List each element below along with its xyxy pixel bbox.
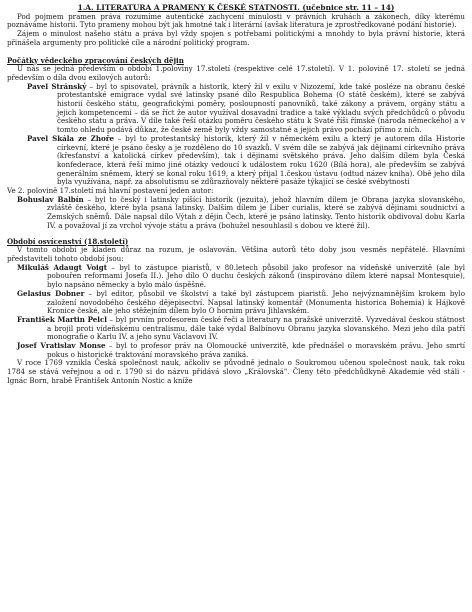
section2-lead: V tomto období je kladen důraz na rozum, je oslavován. Většina autorů této doby jsou vesměs nepřátelé. Hlavními představiteli tohoto období jsou:	[7, 245, 465, 263]
author-entry-stransky	[7, 83, 465, 135]
intro-text-1: Pod pojmem pramen práva rozumíme autentické zachycení minulosti v právních kruhách a zákonech, díky kterému poznáváme historii. Tyto prameny mohou být jak hmotné tak i literární (avšak literatura je zprostředkované podání historie).	[7, 11, 465, 30]
author-entry-skala	[7, 135, 465, 187]
intro-paragraph-2	[7, 30, 465, 47]
author-name: Bohuslav Balbín	[17, 194, 84, 204]
author-text: – byl to profesor práv na Olomoucké univerzitě, kde přednášel o moravském právu. Jeho smrtí pokus o historické traktování moravského práva zaniká.	[47, 341, 465, 359]
page-title: 1.A. LITERATURA A PRAMENY K ČESKÉ STATNOSTI. (učebnice str. 11 – 14)	[77, 3, 395, 12]
author-text: – byl to protestantský historik, který žil v německém exilu a který je autorem díla Historie církevní, které je psáno česky a je rozděleno do 10 svazků. V svém díle se zabývá jak dějinami církevního práva (křesťanství a katolická církev především), tak i dějinami světského práva. Jeho dalším dílem byla Česká konfederace, která řeší mimo jiné otázky vedoucí k událostem roku 1620 (Bílá hora), ale především se zabývá generálním sněmem, který se konal roku 1619, a který přijal 1.českou ústavu (odtud název kniha). Obě jeho díla byla využívána, např. za absolutismu se zdůrazňovaly některé pasáže týkající se české svébytnosti	[57, 133, 465, 187]
author-name: Pavel Skála ze Zhoře	[27, 133, 114, 143]
author-name: Mikuláš Adaugt Voigt	[17, 262, 107, 272]
author-name: Josef Vratislav Monse	[17, 341, 106, 351]
enlightenment-entry-voigt	[7, 264, 465, 290]
author-name: Gelasius Dobner	[17, 288, 85, 298]
author-text: – byl to zástupce piaristů, v 80.letech působil jako profesor na vídeňské univerzitě (ale byl pobouřen reformami Josefa II.). Jeho dílo O duchu českých zákonů (inspirováno dílem které napsal Montesquie), bylo napsáno německy a bylo málo úspěšné.	[47, 262, 465, 290]
intro-text-2: Zájem o minulost našeho státu a práva byl vždy spojen s potřebami politickými a mnohdy to byla právní historie, která přinášela argumenty pro politické cíle a národní politický program.	[7, 29, 465, 47]
section-heading-enlightenment: Období osvícenství (18.století)	[7, 236, 129, 246]
author-name: František Martin Pelcl	[17, 314, 107, 324]
author-text: – byl to spisovatel, právník a historik, který žil v exilu v Nizozemí, kde také posléze na obranu české protestantské emigrace vydal své latinsky psané dílo Respublica Bohema (O státě českém), které se zabývá historií českého státu, geografickými poměry, posloupností panovníků, také zákony a právem, orgány státu a jejich kompetencemi – dá se říct že autor využíval dosavadní tradice a také výkladu svých předchůdců o původu českého státu a práva. V díle také řeší otázku poměru českého státu k Svaté říši římské (národa německého) a v tomto ohledu podává důkaz, že české země byly vždy samostatné a jejich právo pochází přímo z nich.	[57, 81, 465, 135]
author-text: – byl prvním profesorem české řeči a literatury na pražské univerzitě. Vyzvedával českou státnost a brojil proti vídeňskému centralismu, dále také vydal Balbínovu Obranu jazyka slovanského. Mezi jeho díla patří monografie o Karlu IV. a jeho synu Václavovi IV.	[47, 314, 466, 342]
author-text: – byl editor, působil ve školství a také byl zástupcem piaristů. Jeho nejvýznamnějším krokem bylo založení novodobého českého dějepisectví. Napsal latinský komentář (Monumenta historica Bohemia) k Hájkově Kronice české, ale jeho stěžejním dílem bylo O hornim právu Jihlavském.	[47, 288, 465, 316]
enlightenment-entry-monse	[7, 342, 465, 359]
enlightenment-entry-pelcl	[7, 316, 465, 342]
section1-lead: U nás se jedná především o období 1.poloviny 17.století (respektive celé 17.století). V 1. polovině 17. století se jedná především o díla dvou exilových autorů:	[7, 64, 465, 82]
section-heading-early-history: Počátky vědeckého zpracování českých dějin	[7, 55, 184, 65]
section2-closing: V roce 1769 vznikla Česká společnost nauk, ačkoliv se původně jednalo o Soukromou učenou společnost nauk, tak roku 1784 se stává veřejnou a od r. 1790 si do názvu přidává slovo „Královská". Členy této předchůdkyně Akademie věd stáli - Ignác Born, hrabě František Antonín Nostic a kníže	[7, 358, 465, 385]
author-text: – byl to český i latinsky píšící historik (jezuita), jehož hlavním dílem je Obrana jazyka slovanského, zvláště českého, které byla psaná latinsky. Dalším dílem je Liber curialis, které se zabývá dějinami soudnictví a Zemských sněmů. Dále napsal dílo Výtah z dějin Čech, které je psáno latinsky. Tento historik obdivoval dobu Karla IV. a považoval jí za vrchol vývoje státu a práva (bohužel nesouhlasil s dobou ve které žil).	[47, 194, 465, 230]
section1-lead2: Ve 2. polovině 17.století má hlavní postavení jeden autor:	[7, 186, 214, 196]
enlightenment-entry-dobner	[7, 290, 465, 316]
intro-paragraph-1	[7, 13, 465, 30]
author-entry-balbin	[7, 196, 465, 231]
author-name: Pavel Stránský	[27, 81, 87, 91]
